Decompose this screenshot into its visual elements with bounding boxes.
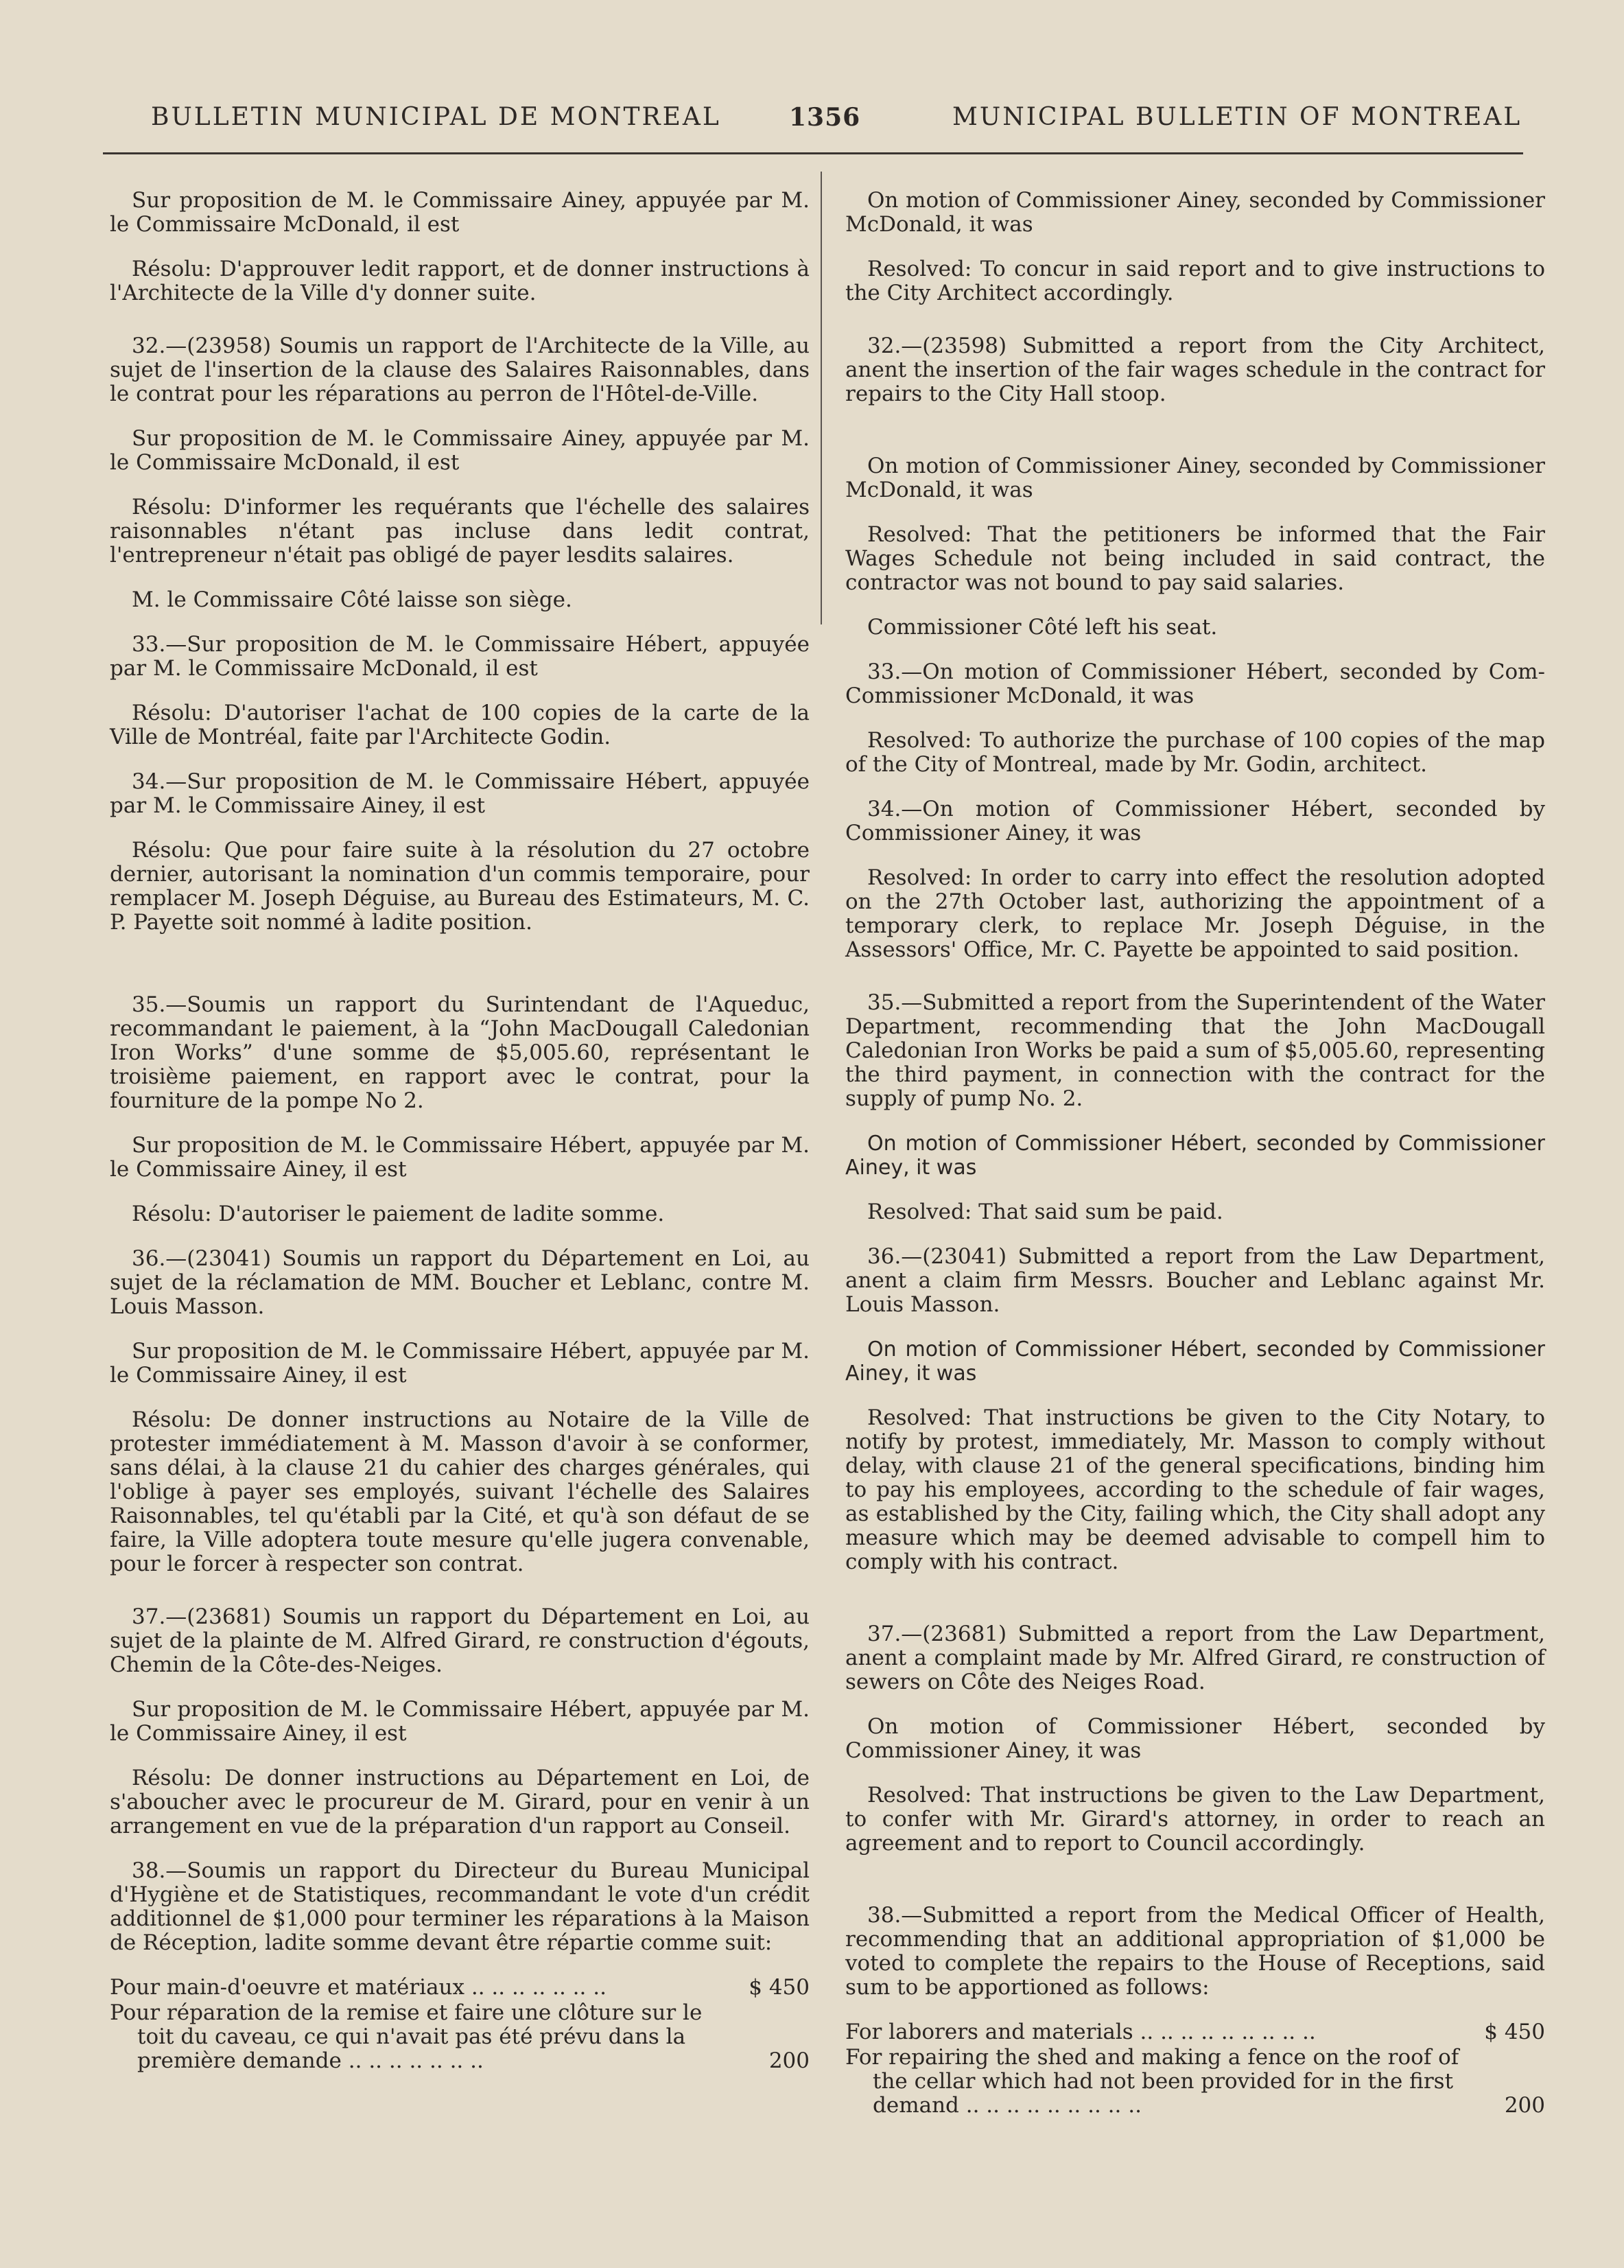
en-motion-item-37: On motion of Commissioner Hébert, seconded by Commissioner Ainey, it was [845,1714,1545,1763]
en-item-36: 36.—(23041) Submitted a report from the Law Department, anent a claim firm Messrs. Boucher and Leblanc against Mr. Louis Masson. [845,1244,1545,1317]
en-item-32: 32.—(23598) Submitted a report from the City Architect, anent the insertion of the fair wages schedule in the contract for repairs to the City Hall stoop. [845,334,1545,406]
column-divider [821,172,822,624]
fr-item-37: 37.—(23681) Soumis un rapport du Département en Loi, au sujet de la plainte de M. Alfred Girard, re construction d'égouts, Chemin de la Côte-des-Neiges. [110,1604,810,1677]
fr-resolution-item-34: Résolu: Que pour faire suite à la résolution du 27 octobre dernier, autorisant la nomination d'un commis temporaire, pour remplacer M. Joseph Déguise, au Bureau des Estimateurs, M. C. P. Payette soit nommé à ladite position. [110,838,810,935]
ledger-amount: $ 450 [1484,2020,1545,2044]
en-item-35: 35.—Submitted a report from the Superintendent of the Water Department, recommending that the John MacDougall Caledonian Iron Works be paid a sum of $5,005.60, representing the third payment, in connection with the contract for the supply of pump No. 2. [845,990,1545,1111]
ledger-label: For repairing the shed and making a fence on the roof of the cellar which had not been provided for in the first demand .. .. .. .. .. .. .. .. .. [845,2045,1459,2118]
en-item-37: 37.—(23681) Submitted a report from the Law Department, anent a complaint made by Mr. Alfred Girard, re construction of sewers on Côte des Neiges Road. [845,1622,1545,1694]
ledger-amount: 200 [768,2048,810,2073]
fr-item-35: 35.—Soumis un rapport du Surintendant de l'Aqueduc, recommandant le paiement, à la “John MacDougall Caledonian Iron Works” d'une somme de $5,005.60, représentant le troisième paiement, en rapport avec le contrat, pour la fourniture de la pompe No 2. [110,992,810,1113]
ledger-amount: 200 [1504,2093,1545,2118]
ledger-label: Pour réparation de la remise et faire une clôture sur le toit du caveau, ce qui n'avait pas été prévu dans la première demande .. .. .. .. .. .. .. [110,2000,703,2073]
en-motion-ainey-mcdonald: On motion of Commissioner Ainey, seconded by Commissioner McDonald, it was [845,188,1545,237]
en-resolution-item-34: Resolved: In order to carry into effect the resolution adopted on the 27th October last, authorizing the appointment of a temporary clerk, to replace Mr. Joseph Déguise, in the Assessors' Office, Mr. C. Payette be appointed to said position. [845,865,1545,962]
en-resolution-concur: Resolved: To concur in said report and to give instructions to the City Architect accordingly. [845,257,1545,305]
ledger-label: Pour main-d'oeuvre et matériaux .. .. .. .. .. .. .. [110,1975,607,2000]
fr-resolution-item-37: Résolu: De donner instructions au Département en Loi, de s'aboucher avec le procureur de M. Girard, pour en venir à un arrangement en vue de la préparation d'un rapport au Conseil. [110,1766,810,1838]
page-number: 1356 [789,103,861,132]
ledger-row [845,2020,1545,2044]
fr-resolution-item-32: Résolu: D'informer les requérants que l'échelle des salaires raisonnables n'étant pas incluse dans ledit contrat, l'entrepreneur n'était pas obligé de payer lesdits salaires. [110,495,810,568]
en-item-34: 34.—On motion of Commissioner Hébert, seconded by Commissioner Ainey, it was [845,797,1545,845]
en-resolution-item-32: Resolved: That the petitioners be informed that the Fair Wages Schedule not being included in said contract, the contractor was not bound to pay said salaries. [845,522,1545,595]
ledger-amount: $ 450 [749,1975,810,2000]
fr-resolution-approve-report: Résolu: D'approuver ledit rapport, et de donner instructions à l'Architecte de la Ville d'y donner suite. [110,257,810,305]
fr-item-34: 34.—Sur proposition de M. le Commissaire Hébert, appuyée par M. le Commissaire Ainey, il est [110,769,810,818]
fr-item-36: 36.—(23041) Soumis un rapport du Département en Loi, au sujet de la réclamation de MM. Boucher et Leblanc, contre M. Louis Masson. [110,1246,810,1319]
en-motion-item-36: On motion of Commissioner Hébert, seconded by Commissioner Ainey, it was [845,1337,1545,1386]
en-cote-leaves: Commissioner Côté left his seat. [867,615,1218,640]
fr-item-32: 32.—(23958) Soumis un rapport de l'Architecte de la Ville, au sujet de l'insertion de la clause des Salaires Raisonnables, dans le contrat pour les réparations au perron de l'Hôtel-de-Ville. [110,334,810,406]
en-apportionment [845,2020,1545,2118]
en-resolution-item-37: Resolved: That instructions be given to the Law Department, to confer with Mr. Girard's attorney, in order to reach an agreement and to report to Council accordingly. [845,1783,1545,1856]
en-motion-item-32: On motion of Commissioner Ainey, seconded by Commissioner McDonald, it was [845,454,1545,502]
en-resolution-item-35: Resolved: That said sum be paid. [867,1200,1223,1224]
header-title-french: BULLETIN MUNICIPAL DE MONTREAL [151,103,721,131]
english-column [845,189,1545,2119]
header-title-english: MUNICIPAL BULLETIN OF MONTREAL [952,103,1522,131]
fr-motion-item-32: Sur proposition de M. le Commissaire Ainey, appuyée par M. le Commissaire McDonald, il est [110,426,810,475]
ledger-row [110,2001,810,2073]
ledger-label: For laborers and materials .. .. .. .. .. .. .. .. .. [845,2020,1316,2044]
fr-motion-ainey-mcdonald: Sur proposition de M. le Commissaire Ainey, appuyée par M. le Commissaire McDonald, il est [110,188,810,237]
french-column [110,189,810,2074]
en-motion-item-35: On motion of Commissioner Hébert, seconded by Commissioner Ainey, it was [845,1132,1545,1180]
fr-resolution-item-35: Résolu: D'autoriser le paiement de ladite somme. [132,1202,665,1226]
en-resolution-item-33: Resolved: To authorize the purchase of 100 copies of the map of the City of Montreal, made by Mr. Godin, architect. [845,728,1545,777]
fr-motion-item-35: Sur proposition de M. le Commissaire Hébert, appuyée par M. le Commissaire Ainey, il est [110,1133,810,1182]
fr-resolution-item-36: Résolu: De donner instructions au Notaire de la Ville de protester immédiatement à M. Masson d'avoir à se conformer, sans délai, à la clause 21 du cahier des charges générales, qui l'oblige à payer ses employés, suivant l'échelle des Salaires Raisonnables, tel qu'établi par la Cité, et qu'à son défaut de se faire, la Ville adoptera toute mesure qu'elle jugera convenable, pour le forcer à respecter son contrat. [110,1407,810,1576]
ledger-row [110,1976,810,2000]
header-rule [103,152,1523,154]
fr-item-38: 38.—Soumis un rapport du Directeur du Bureau Municipal d'Hygiène et de Statistiques, recommandant le vote d'un crédit additionnel de $1,000 pour terminer les réparations à la Maison de Réception, ladite somme devant être répartie comme suit: [110,1858,810,1955]
en-resolution-item-36: Resolved: That instructions be given to the City Notary, to notify by protest, immediately, Mr. Masson to comply without delay, with clause 21 of the general specifications, binding him to pay his employees, according to the schedule of fair wages, as established by the City, failing which, the City shall adopt any measure which may be deemed advisable to compell him to comply with his contract. [845,1405,1545,1574]
en-item-38: 38.—Submitted a report from the Medical Officer of Health, recommending that an additional appropriation of $1,000 be voted to complete the repairs to the House of Receptions, said sum to be apportioned as follows: [845,1903,1545,2000]
fr-resolution-item-33: Résolu: D'autoriser l'achat de 100 copies de la carte de la Ville de Montréal, faite par l'Architecte Godin. [110,701,810,749]
fr-item-33: 33.—Sur proposition de M. le Commissaire Hébert, appuyée par M. le Commissaire McDonald, il est [110,632,810,681]
en-item-33: 33.—On motion of Commissioner Hébert, seconded by Com-Commissioner McDonald, it was [845,659,1545,708]
fr-motion-item-36: Sur proposition de M. le Commissaire Hébert, appuyée par M. le Commissaire Ainey, il est [110,1339,810,1388]
fr-motion-item-37: Sur proposition de M. le Commissaire Hébert, appuyée par M. le Commissaire Ainey, il est [110,1697,810,1746]
fr-apportionment [110,1976,810,2073]
ledger-row [845,2046,1545,2118]
fr-cote-leaves: M. le Commissaire Côté laisse son siège. [132,587,572,612]
